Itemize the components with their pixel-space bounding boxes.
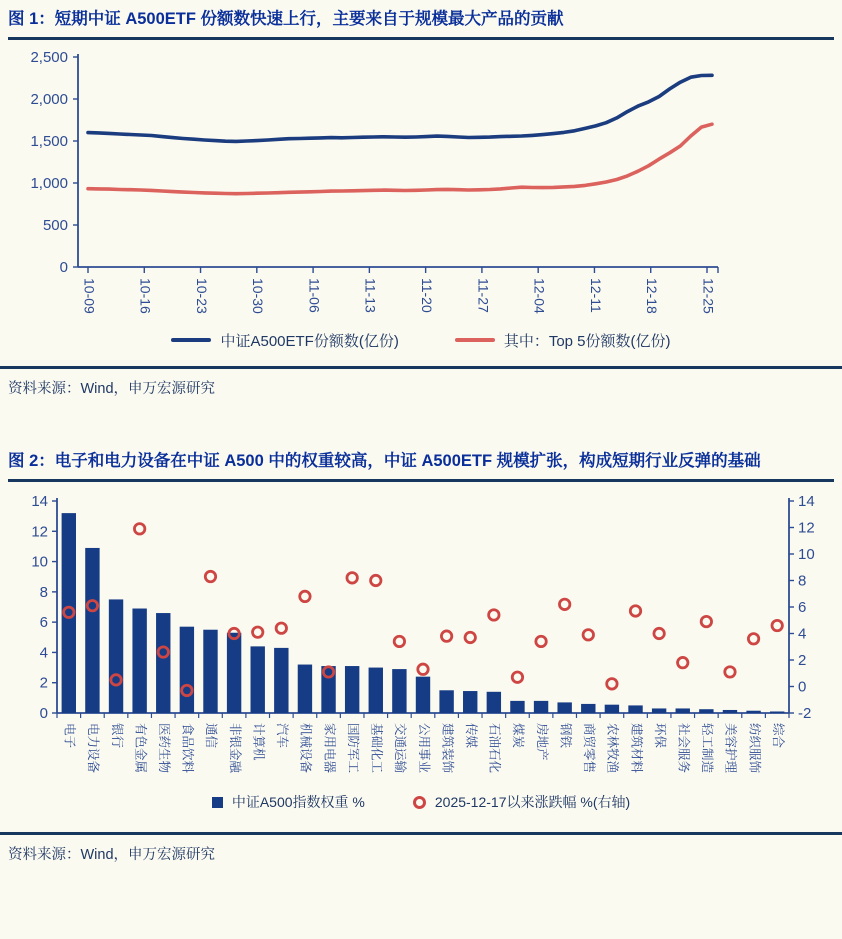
axis-tick-label: 电子	[62, 723, 77, 749]
axis-tick-label: 1,000	[30, 175, 68, 193]
axis-tick-label: 4	[39, 644, 48, 662]
scatter-point	[512, 672, 522, 682]
bar	[203, 630, 217, 713]
legend-label-top5: 其中：Top 5份额数(亿份)	[503, 332, 671, 350]
figure1-section	[0, 8, 842, 398]
axis-tick-label: 1,500	[30, 133, 68, 151]
figure2-section	[0, 450, 842, 864]
axis-tick-label: 建筑装饰	[440, 723, 455, 774]
bar	[439, 690, 453, 713]
axis-tick-label: 医药生物	[157, 723, 172, 774]
axis-tick-label: 2,500	[30, 49, 68, 67]
axis-tick-label: 0	[39, 705, 48, 723]
scatter-point	[654, 628, 664, 638]
axis-tick-label: 10	[31, 553, 48, 571]
axis-tick-label: 11-13	[362, 278, 379, 313]
bar	[628, 706, 642, 714]
scatter-point	[630, 606, 640, 616]
axis-tick-label: 银行	[109, 723, 124, 749]
axis-tick-label: 0	[798, 678, 807, 696]
right-y-axis	[789, 493, 815, 722]
series-line-1	[88, 124, 712, 194]
bars-group	[62, 513, 785, 713]
bar	[770, 712, 784, 714]
axis-tick-label: 2	[39, 674, 48, 692]
bar-swatch-icon	[212, 797, 223, 808]
scatter-point	[748, 634, 758, 644]
bar	[369, 668, 383, 713]
axis-tick-label: 汽车	[275, 723, 290, 749]
figure2-chart	[0, 488, 842, 788]
figure1-title: 图 1：短期中证 A500ETF 份额数快速上行，主要来自于规模最大产品的贡献	[8, 8, 834, 40]
axis-tick-label: 机械设备	[298, 723, 313, 774]
scatter-group	[64, 524, 783, 696]
axis-tick-label: 12-04	[531, 278, 548, 314]
axis-tick-label: 农林牧渔	[605, 723, 620, 774]
bar	[463, 691, 477, 713]
figure2-title: 图 2：电子和电力设备在中证 A500 中的权重较高，中证 A500ETF 规模扩张，构成短期行业反弹的基础	[8, 450, 834, 482]
legend-label-change: 2025-12-17以来涨跌幅 %(右轴)	[434, 794, 631, 811]
axis-tick-label: 计算机	[251, 723, 266, 761]
axis-tick-label: 基础化工	[369, 723, 384, 774]
bar	[180, 627, 194, 713]
axis-tick-label: 国防军工	[345, 723, 360, 774]
axis-tick-label: 环保	[652, 723, 667, 749]
bar	[251, 647, 265, 714]
axis-tick-label: 通信	[204, 723, 219, 749]
axis-tick-label: 10-23	[193, 278, 210, 314]
axis-tick-label: 石油石化	[487, 723, 502, 774]
bar	[487, 692, 501, 713]
scatter-point	[300, 591, 310, 601]
x-axis	[78, 267, 718, 314]
axis-tick-label: 10-30	[250, 278, 267, 314]
bar	[85, 548, 99, 713]
bar	[723, 710, 737, 713]
x-axis	[57, 713, 789, 718]
scatter-point	[725, 667, 735, 677]
scatter-point	[583, 630, 593, 640]
axis-tick-label: 社会服务	[676, 723, 691, 774]
series-line-0	[88, 75, 712, 141]
scatter-point	[678, 658, 688, 668]
axis-tick-label: 8	[798, 572, 807, 590]
axis-tick-label: 500	[42, 217, 68, 235]
scatter-point	[394, 636, 404, 646]
line-swatch-icon	[171, 338, 211, 342]
axis-tick-label: 0	[59, 259, 68, 277]
bar	[227, 633, 241, 713]
scatter-point	[371, 575, 381, 585]
bar	[534, 701, 548, 713]
axis-tick-label: 房地产	[534, 723, 549, 761]
scatter-point	[701, 617, 711, 627]
axis-tick-label: 14	[798, 493, 815, 511]
axis-tick-label: 6	[798, 599, 807, 617]
bar	[746, 711, 760, 713]
figure1-source: 资料来源：Wind，申万宏源研究	[8, 381, 216, 398]
legend-item-etf-total	[171, 330, 398, 351]
axis-tick-label: 美容护理	[723, 723, 738, 774]
legend-label-weight: 中证A500指数权重 %	[231, 794, 365, 811]
bar	[581, 704, 595, 713]
axis-tick-label: 11-20	[418, 278, 435, 313]
axis-tick-label: 12	[798, 519, 815, 537]
bar	[298, 665, 312, 713]
bar	[605, 705, 619, 713]
axis-tick-label: 有色金属	[133, 723, 148, 774]
scatter-point	[347, 573, 357, 583]
circle-swatch-icon	[413, 796, 426, 809]
figure2-source: 资料来源：Wind，申万宏源研究	[8, 847, 216, 864]
axis-tick-label: 11-27	[475, 278, 492, 313]
category-labels	[63, 723, 786, 774]
axis-tick-label: 12-25	[700, 278, 717, 314]
page-root	[0, 8, 842, 939]
axis-tick-label: 轻工制造	[700, 723, 715, 774]
axis-tick-label: 12	[31, 523, 48, 541]
axis-tick-label: 6	[39, 614, 48, 632]
legend-item-weight	[212, 792, 365, 812]
figure1-legend	[0, 330, 842, 350]
legend-item-top5	[455, 330, 671, 351]
axis-tick-label: 商贸零售	[582, 723, 597, 774]
bar	[132, 609, 146, 713]
legend-label-etf-total: 中证A500ETF份额数(亿份)	[220, 332, 399, 350]
axis-tick-label: -2	[798, 705, 812, 723]
axis-tick-label: 建筑材料	[629, 723, 644, 774]
figure2-legend	[0, 792, 842, 812]
bar	[510, 701, 524, 713]
bar	[392, 669, 406, 713]
scatter-point	[489, 610, 499, 620]
scatter-point	[441, 631, 451, 641]
line-swatch-icon	[455, 338, 495, 342]
axis-tick-label: 11-06	[306, 278, 323, 313]
bar	[699, 709, 713, 713]
scatter-point	[205, 572, 215, 582]
axis-tick-label: 非银金融	[227, 723, 242, 774]
axis-tick-label: 14	[31, 493, 48, 511]
bar	[676, 709, 690, 714]
axis-tick-label: 10	[798, 546, 815, 564]
axis-tick-label: 纺织服饰	[747, 723, 762, 774]
axis-tick-label: 交通运输	[393, 723, 408, 774]
axis-tick-label: 综合	[770, 723, 785, 749]
bar	[345, 666, 359, 713]
axis-tick-label: 家用电器	[322, 723, 337, 774]
scatter-point	[253, 627, 263, 637]
bar	[109, 600, 123, 714]
axis-tick-label: 2	[798, 652, 807, 670]
scatter-point	[418, 664, 428, 674]
axis-tick-label: 12-11	[587, 278, 604, 313]
scatter-point	[465, 632, 475, 642]
scatter-point	[536, 636, 546, 646]
bar	[416, 677, 430, 713]
legend-item-change	[413, 792, 630, 812]
bar	[652, 709, 666, 714]
bar	[156, 613, 170, 713]
axis-tick-label: 2,000	[30, 91, 68, 109]
scatter-point	[134, 524, 144, 534]
bar	[557, 703, 571, 714]
figure1-chart	[0, 40, 842, 330]
y-axis	[30, 49, 78, 276]
axis-tick-label: 食品饮料	[180, 723, 195, 774]
axis-tick-label: 煤炭	[511, 723, 526, 749]
scatter-point	[559, 599, 569, 609]
left-y-axis	[31, 493, 57, 722]
axis-tick-label: 传媒	[463, 723, 478, 749]
bar	[274, 648, 288, 713]
axis-tick-label: 10-16	[137, 278, 154, 314]
axis-tick-label: 电力设备	[86, 723, 101, 774]
axis-tick-label: 10-09	[81, 278, 98, 314]
axis-tick-label: 12-18	[644, 278, 661, 314]
axis-tick-label: 4	[798, 625, 807, 643]
scatter-point	[276, 623, 286, 633]
axis-tick-label: 钢铁	[558, 723, 573, 749]
scatter-point	[772, 621, 782, 631]
axis-tick-label: 8	[39, 584, 48, 602]
scatter-point	[607, 679, 617, 689]
axis-tick-label: 公用事业	[416, 723, 431, 774]
